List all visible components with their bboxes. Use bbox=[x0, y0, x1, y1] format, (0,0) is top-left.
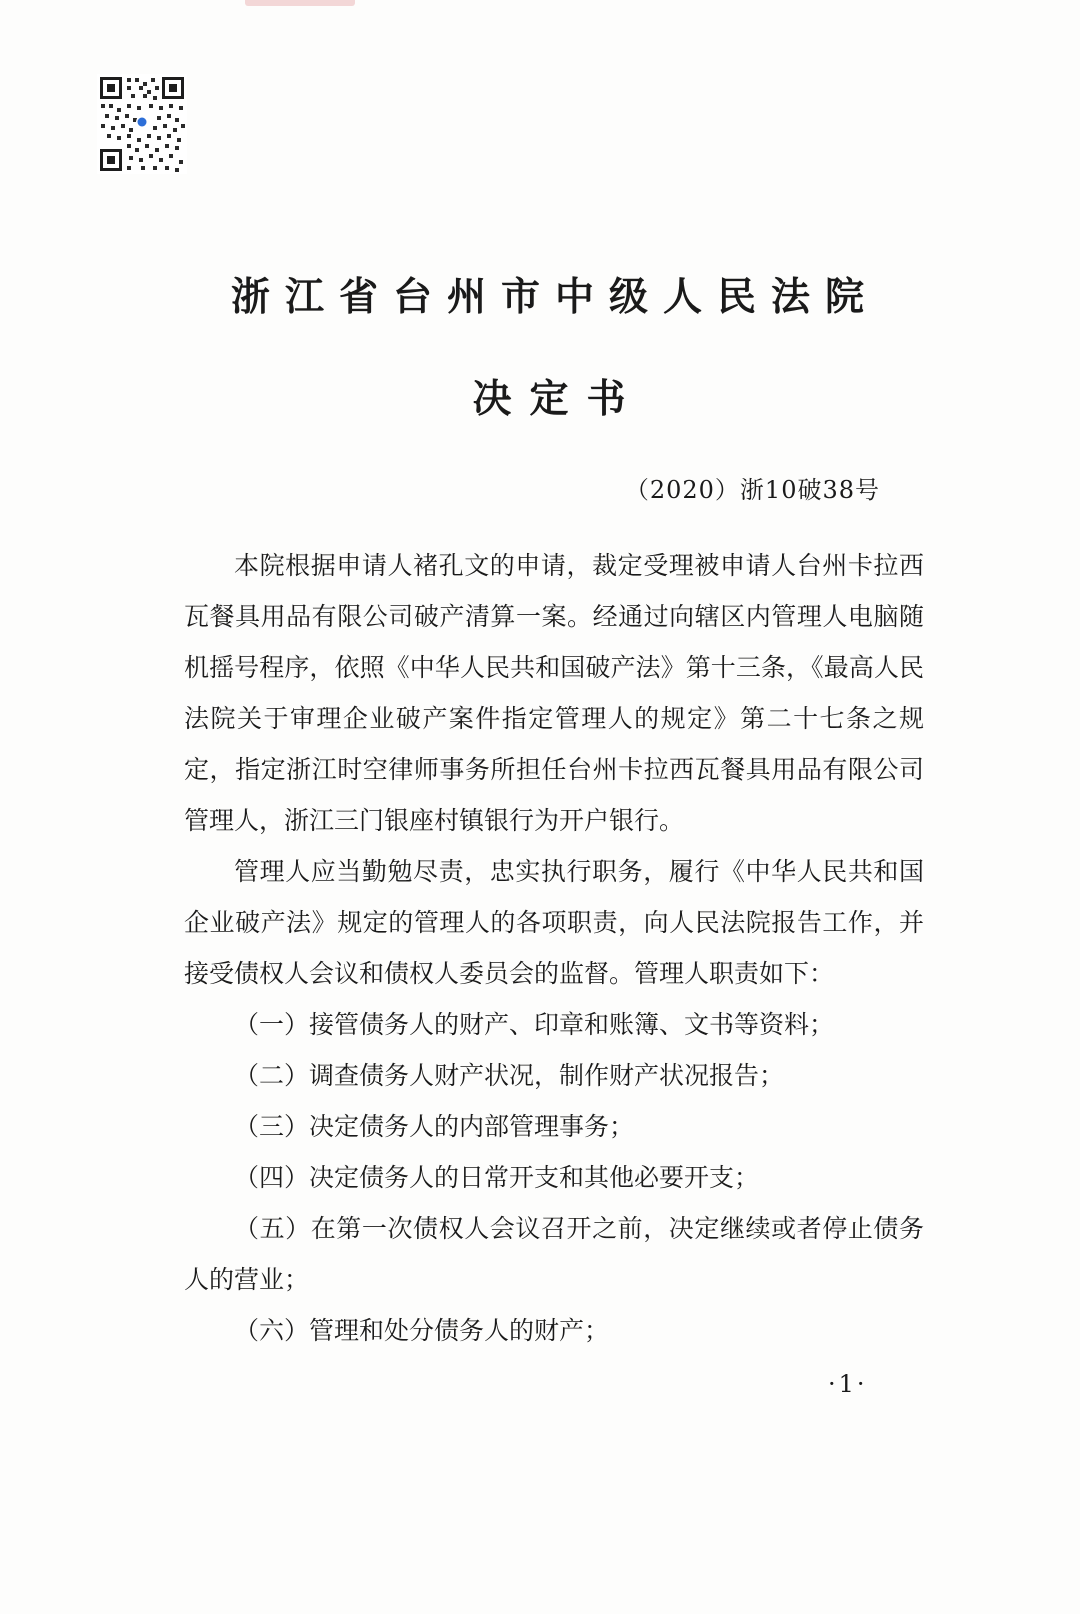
document-type-title: 决定书 bbox=[472, 376, 644, 422]
paragraph-duties-intro: 管理人应当勤勉尽责，忠实执行职务，履行《中华人民共和国企业破产法》规定的管理人的各项职责，向人民法院报告工作，并接受债权人会议和债权人委员会的监督。管理人职责如下： bbox=[184, 857, 924, 988]
duty-item: （一）接管债务人的财产、印章和账簿、文书等资料； bbox=[234, 1010, 835, 1039]
duty-item: （三）决定债务人的内部管理事务； bbox=[234, 1112, 635, 1141]
top-edge-mark bbox=[245, 0, 355, 6]
duty-item: （六）管理和处分债务人的财产； bbox=[234, 1316, 610, 1345]
paragraph-appointment: 本院根据申请人褚孔文的申请，裁定受理被申请人台州卡拉西瓦餐具用品有限公司破产清算一案。经通过向辖区内管理人电脑随机摇号程序，依照《中华人民共和国破产法》第十三条，《最高人民法院关于审理企业破产案件指定管理人的规定》第二十七条之规定，指定浙江时空律师事务所担任台州卡拉西瓦餐具用品有限公司管理人，浙江三门银座村镇银行为开户银行。 bbox=[184, 551, 924, 835]
court-name-title: 浙江省台州市中级人民法院 bbox=[230, 274, 879, 320]
duty-item: （五）在第一次债权人会议召开之前，决定继续或者停止债务人的营业； bbox=[184, 1214, 924, 1294]
document-body bbox=[184, 540, 924, 1356]
case-number: （2020）浙10破38号 bbox=[624, 476, 880, 504]
duty-item: （四）决定债务人的日常开支和其他必要开支； bbox=[234, 1163, 760, 1192]
page-number: ·1· bbox=[828, 1370, 868, 1398]
qr-code-icon bbox=[97, 74, 187, 174]
duty-item: （二）调查债务人财产状况，制作财产状况报告； bbox=[234, 1061, 785, 1090]
